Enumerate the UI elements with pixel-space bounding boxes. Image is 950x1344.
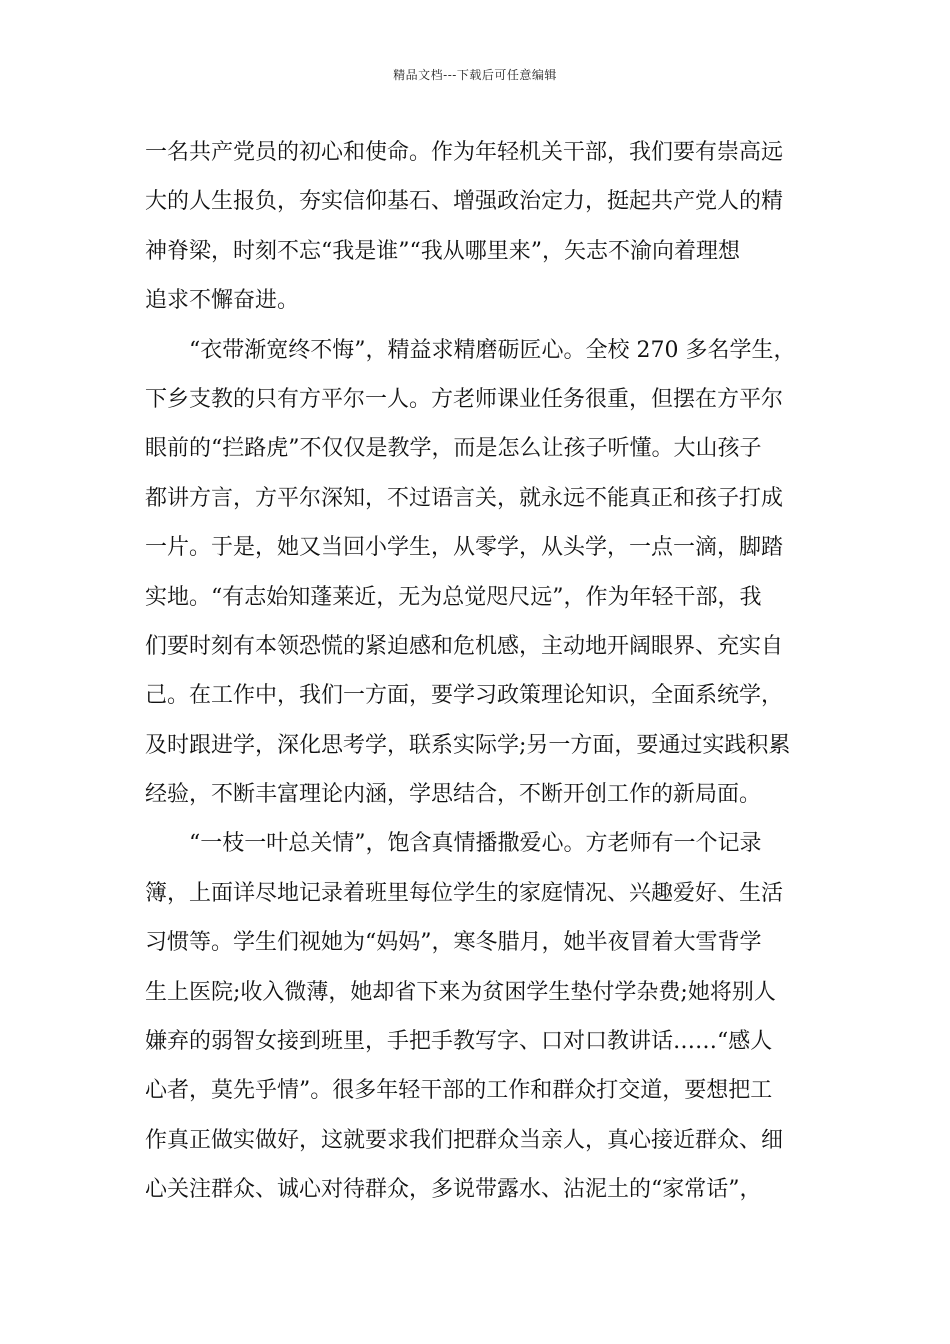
text-line: 经验，不断丰富理论内涵，学思结合，不断开创工作的新局面。 [145, 782, 762, 808]
text-line: 生上医院;收入微薄，她却省下来为贫困学生垫付学杂费;她将别人 [145, 979, 776, 1005]
body-text [145, 128, 807, 1215]
text-line: 大的人生报负，夯实信仰基石、增强政治定力，挺起共产党人的精 [145, 189, 784, 215]
text-line: 己。在工作中，我们一方面，要学习政策理论知识，全面系统学， [145, 683, 784, 709]
text-line: “衣带渐宽终不悔”，精益求精磨砺匠心。全校 270 多名学生， [145, 337, 796, 363]
text-line: 簿，上面详尽地记录着班里每位学生的家庭情况、兴趣爱好、生活 [145, 880, 784, 906]
text-line: 下乡支教的只有方平尔一人。方老师课业任务很重，但摆在方平尔 [145, 386, 784, 412]
text-line: 眼前的“拦路虎”不仅仅是教学，而是怎么让孩子听懂。大山孩子 [145, 436, 762, 462]
text-line: 都讲方言，方平尔深知，不过语言关，就永远不能真正和孩子打成 [145, 485, 784, 511]
text-line: 心者，莫先乎情”。很多年轻干部的工作和群众打交道，要想把工 [145, 1078, 773, 1104]
text-line: 习惯等。学生们视她为“妈妈”，寒冬腊月，她半夜冒着大雪背学 [145, 930, 762, 956]
text-line: 实地。“有志始知蓬莱近，无为总觉咫尺远”，作为年轻干部，我 [145, 584, 762, 610]
text-line: 嫌弃的弱智女接到班里，手把手教写字、口对口教讲话……“感人 [145, 1029, 773, 1055]
text-line: 作真正做实做好，这就要求我们把群众当亲人，真心接近群众、细 [145, 1127, 784, 1153]
page-header: 精品文档---下载后可任意编辑 [393, 68, 557, 82]
text-line: “一枝一叶总关情”，饱含真情播撒爱心。方老师有一个记录 [145, 831, 762, 857]
text-line: 及时跟进学，深化思考学，联系实际学;另一方面，要通过实践积累 [145, 732, 791, 758]
text-line: 一名共产党员的初心和使命。作为年轻机关干部，我们要有崇高远 [145, 140, 784, 165]
text-line: 心关注群众、诚心对待群众，多说带露水、沾泥土的“家常话”， [145, 1177, 762, 1203]
text-line: 追求不懈奋进。 [145, 288, 300, 314]
text-line: 们要时刻有本领恐慌的紧迫感和危机感，主动地开阔眼界、充实自 [145, 633, 784, 659]
text-line: 神脊梁，时刻不忘“我是谁”“我从哪里来”，矢志不渝向着理想 [145, 238, 740, 264]
text-line: 一片。于是，她又当回小学生，从零学，从头学，一点一滴，脚踏 [145, 535, 784, 561]
